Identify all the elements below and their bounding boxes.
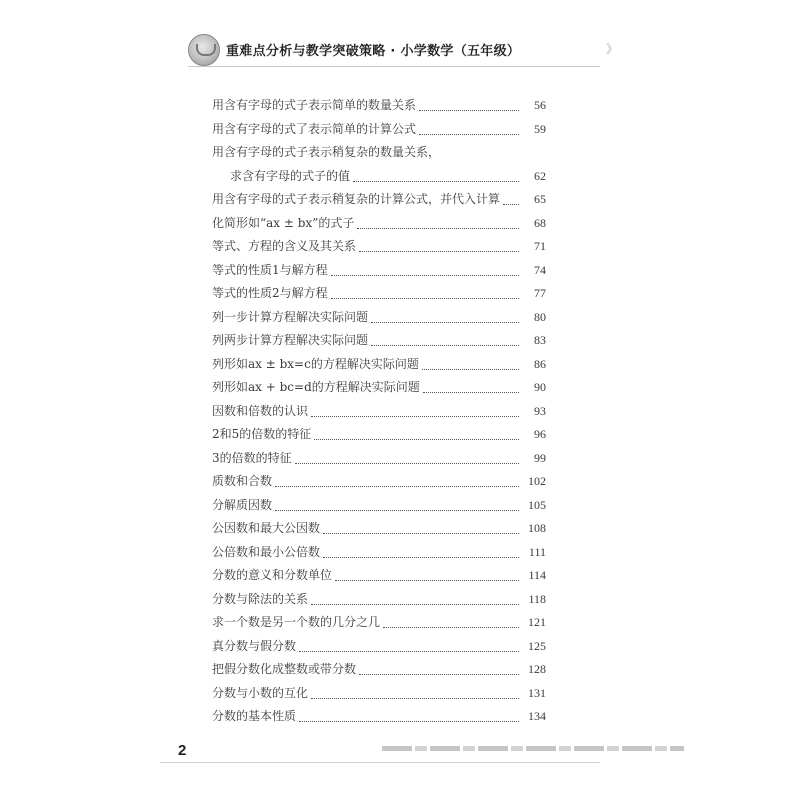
running-header [188, 34, 619, 66]
toc-entry [212, 284, 546, 304]
toc-entry-title: 把假分数化成整数或带分数 [212, 662, 357, 676]
toc-entry-page: 59 [534, 121, 546, 136]
toc-entry [212, 96, 546, 116]
toc-entry [212, 261, 546, 281]
toc-leader-dots [323, 532, 519, 534]
toc-entry-page: 128 [528, 662, 546, 676]
toc-entry [212, 190, 546, 210]
toc-entry-title: 公倍数和最小公倍数 [212, 544, 321, 559]
toc-entry [212, 237, 546, 257]
toc-entry-page: 74 [534, 262, 546, 277]
header-chevron-icon: 》 [606, 42, 619, 56]
toc-entry-page: 121 [528, 615, 546, 629]
toc-entry-title: 质数和合数 [212, 474, 273, 488]
toc-entry-title: 等式、方程的含义及其关系 [212, 239, 357, 253]
toc-leader-dots [275, 485, 519, 487]
toc-entry-title: 分数的意义和分数单位 [212, 568, 333, 582]
toc-entry-page: 111 [528, 544, 546, 559]
toc-entry-title: 等式的性质1与解方程 [212, 262, 328, 277]
toc-entry-page: 86 [534, 356, 546, 371]
toc-entry [212, 378, 546, 398]
toc-entry-page: 108 [528, 521, 546, 535]
toc-entry-title: 2和5的倍数的特征 [212, 427, 312, 441]
toc-leader-dots [419, 133, 519, 135]
toc-entry-page: 125 [528, 638, 546, 653]
toc-leader-dots [353, 180, 519, 182]
footer-decorative-bar [382, 746, 684, 751]
toc-leader-dots [359, 673, 519, 675]
toc-entry-title: 分解质因数 [212, 497, 273, 512]
toc-leader-dots [323, 556, 519, 558]
book-logo-icon [188, 34, 220, 66]
header-title: 重难点分析与教学突破策略 · 小学数学（五年级） [226, 44, 521, 59]
toc-entry [212, 331, 546, 351]
toc-entry-title: 求一个数是另一个数的几分之几 [212, 615, 381, 629]
toc-entry-page: 83 [534, 333, 546, 347]
toc-leader-dots [314, 438, 519, 440]
toc-entry-title: 用含有字母的式子表示简单的数量关系 [212, 98, 417, 112]
toc-entry-page: 105 [528, 497, 546, 512]
toc-leader-dots [311, 603, 519, 605]
toc-entry-title: 分数与除法的关系 [212, 591, 309, 606]
toc-entry [212, 120, 546, 140]
toc-entry-title: 用含有字母的式子表示稍复杂的计算公式，并代入计算 [212, 192, 501, 206]
toc-entry-page: 56 [534, 98, 546, 112]
toc-entry-page: 90 [534, 380, 546, 394]
toc-entry-title: 分数的基本性质 [212, 709, 297, 723]
toc-entry [212, 566, 546, 586]
toc-entry-page: 131 [528, 685, 546, 700]
toc-entry-title: 列一步计算方程解决实际问题 [212, 309, 369, 324]
toc-leader-dots [311, 415, 519, 417]
toc-entry-title: 等式的性质2与解方程 [212, 286, 328, 300]
toc-entry [212, 425, 546, 445]
footer-rule [160, 762, 600, 763]
toc-entry [212, 355, 546, 375]
toc-entry-title: 因数和倍数的认识 [212, 403, 309, 418]
toc-leader-dots [331, 297, 519, 299]
toc-leader-dots [311, 697, 519, 699]
toc-entry-page: 62 [534, 168, 546, 183]
toc-entry-page: 114 [528, 568, 546, 582]
toc-leader-dots [371, 321, 519, 323]
toc-entry-title: 列两步计算方程解决实际问题 [212, 333, 369, 347]
toc-leader-dots [503, 203, 519, 205]
toc-entry [212, 543, 546, 563]
toc-leader-dots [295, 462, 519, 464]
toc-entry [230, 167, 546, 187]
toc-leader-dots [419, 109, 519, 111]
toc-entry-page: 134 [528, 709, 546, 723]
toc-entry [212, 308, 546, 328]
toc-entry-title: 求含有字母的式子的值 [230, 168, 351, 183]
toc-entry-title: 列形如ax ± bx=c的方程解决实际问题 [212, 356, 419, 371]
toc-entry-page: 68 [534, 215, 546, 230]
toc-entry-title: 分数与小数的互化 [212, 685, 309, 700]
toc-entry-page: 80 [534, 309, 546, 324]
toc-entry-page: 99 [534, 450, 546, 465]
toc-leader-dots [335, 579, 519, 581]
toc-entry-page: 102 [528, 474, 546, 488]
toc-leader-dots [275, 509, 519, 511]
toc-entry [212, 472, 546, 492]
toc-entry [212, 590, 546, 610]
toc-entry-page: 118 [528, 591, 546, 606]
toc-entry-title: 列形如ax + bc=d的方程解决实际问题 [212, 380, 420, 394]
toc-leader-dots [331, 274, 519, 276]
page-number: 2 [178, 742, 187, 759]
toc-leader-dots [383, 626, 519, 628]
header-rule [188, 66, 600, 67]
toc-leader-dots [371, 344, 519, 346]
toc-entry [212, 519, 546, 539]
toc-entry [212, 637, 546, 657]
toc-entry-page: 65 [534, 192, 546, 206]
toc-leader-dots [359, 250, 519, 252]
toc-leader-dots [422, 368, 519, 370]
toc-entry [212, 613, 546, 633]
toc-entry [212, 402, 546, 422]
toc-leader-dots [299, 720, 519, 722]
toc-entry-title: 真分数与假分数 [212, 638, 297, 653]
toc-entry [212, 496, 546, 516]
toc-leader-dots [299, 650, 519, 652]
toc-leader-dots [423, 391, 519, 393]
toc-entry [212, 684, 546, 704]
toc-entry-page: 93 [534, 403, 546, 418]
toc-entry [212, 707, 546, 727]
toc-entry-page: 77 [534, 286, 546, 300]
toc-entry [212, 660, 546, 680]
toc-entry-title: 用含有字母的式了表示简单的计算公式 [212, 121, 417, 136]
toc-entry [212, 449, 546, 469]
toc-entry-title: 化简形如“ax ± bx”的式子 [212, 215, 355, 230]
toc-entry-title: 用含有字母的式子表示稍复杂的数量关系， [212, 145, 441, 159]
toc-entry-title: 公因数和最大公因数 [212, 521, 321, 535]
toc-entry [212, 143, 546, 163]
toc-entry-title: 3的倍数的特征 [212, 450, 292, 465]
toc-entry-page: 71 [534, 239, 546, 253]
toc-entry-page: 96 [534, 427, 546, 441]
toc-leader-dots [357, 227, 519, 229]
toc-entry [212, 214, 546, 234]
